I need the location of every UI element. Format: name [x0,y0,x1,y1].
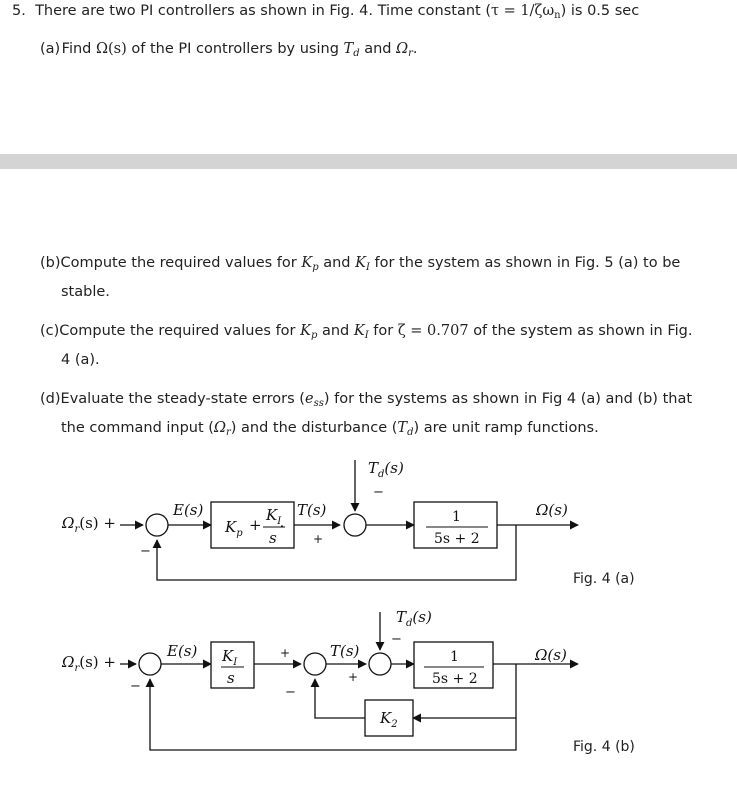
fig-b-summing-junction-3 [369,653,391,675]
fig-b-plant-num: 1 [450,649,459,665]
fig-b-plant-den: 5s + 2 [432,671,478,687]
fig-b-torque-label: T(s) [330,642,360,660]
part-b: (b)Compute the required values for $K_p$ and $K_I$ for the system as shown in Fig. 5 (a) to be [40,255,681,273]
part-d-line2: the command input $(\Omega_r)$ and the disturbance $(T_d)$ are unit ramp functions. [61,420,599,438]
fig-a [120,460,578,580]
fig-b-minus-left: − [130,679,141,694]
part-c-line2: 4 (a). [61,352,100,368]
fig-b-input-label: $\Omega_r(s)$ + [62,653,116,674]
fig-b-ki-den: s [227,669,235,687]
fig-a-input-label: $\Omega_r(s)$ + [62,514,116,535]
fig-b-outer-feedback [150,679,516,750]
fig-a-ki: $K_I$ [266,506,282,527]
fig-b-output-label: Ω(s) [535,646,567,664]
fig-a-summing-junction-1 [146,514,168,536]
fig-a-plant-num: 1 [452,509,461,525]
fig-a-minus-1: − [140,544,151,559]
fig-a-plant-den: 5s + 2 [434,531,480,547]
fig-a-torque-label: T(s) [297,501,327,519]
fig-a-kp: $K_p$ [225,518,243,539]
part-d: (d)Evaluate the steady-state errors $(e_{ss})$ for the systems as shown in Fig 4 (a) and (b) that [40,391,693,409]
fig-a-output-label: Ω(s) [536,501,568,519]
fig-a-ctrl-plus: + [249,516,262,534]
fig-b-caption: Fig. 4 (b) [573,739,635,755]
fig-a-error-label: E(s) [173,501,204,519]
fig-b-dist-label: $T_d(s)$ [396,608,432,629]
part-a: (a) Find Ω(s) of the PI controllers by using $T_d$ and $\Omega_r$. [40,41,418,59]
fig-b-plus-top: + [280,646,291,660]
fig-b-k2-label: $K_2$ [380,709,398,730]
part-b-line2: stable. [61,284,110,300]
fig-a-caption: Fig. 4 (a) [573,571,635,587]
problem-intro: 5. There are two PI controllers as shown in Fig. 4. Time constant $(\tau = 1/\zeta\omega_n)$ is 0.5 sec [12,3,640,21]
fig-a-plus-2: + [313,532,324,546]
fig-b-summing-junction-1 [139,653,161,675]
fig-b-ki: $K_I$ [222,647,238,668]
fig-b-minus-dist: − [391,632,402,647]
fig-a-dist-label: $T_d(s)$ [368,459,404,480]
fig-a-minus-2: − [373,485,384,500]
fig-b-summing-junction-2 [304,653,326,675]
fig-b-minus-mid: − [285,685,296,700]
fig-b-plus-bottom: + [348,670,359,684]
fig-b-inner-feedback-out [315,679,365,718]
fig-a-ctrl-den: s [269,529,277,547]
part-c: (c)Compute the required values for $K_p$ and $K_I$ for ζ = 0.707 of the system as shown in Fig. [40,323,693,341]
fig-a-summing-junction-2 [344,514,366,536]
fig-b-error-label: E(s) [167,642,198,660]
